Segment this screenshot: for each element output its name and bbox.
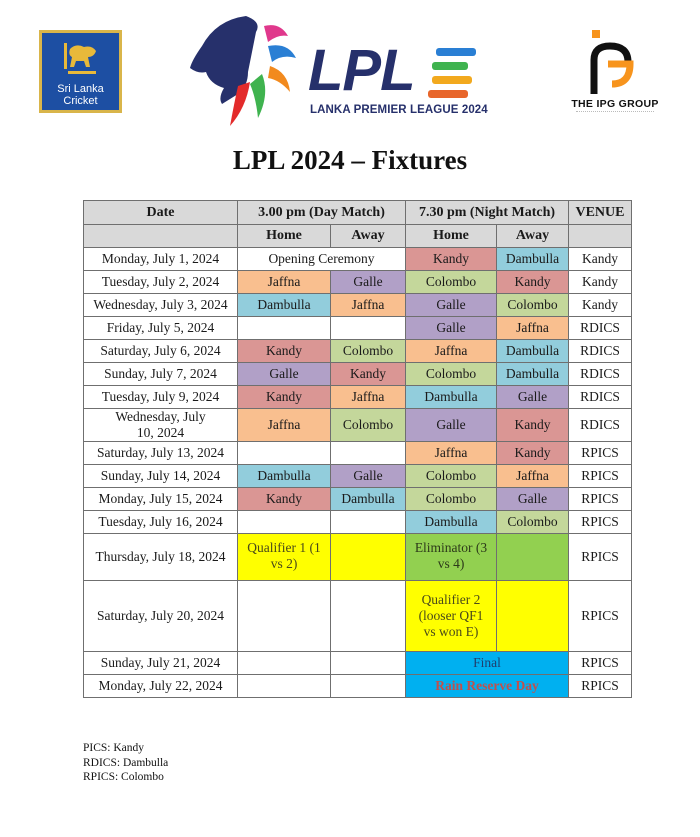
venue-cell: RDICS — [569, 363, 632, 386]
day-home-cell — [238, 442, 331, 465]
day-away-cell: Jaffna — [331, 294, 406, 317]
header-empty — [569, 225, 632, 248]
day-away-cell — [331, 317, 406, 340]
ipg-monogram-icon — [556, 30, 674, 96]
sri-lanka-cricket-logo — [39, 30, 122, 113]
day-home-cell: Dambulla — [238, 294, 331, 317]
night-away-cell: Jaffna — [497, 317, 569, 340]
venue-cell: RPICS — [569, 534, 632, 581]
lpl-subtitle: LANKA PREMIER LEAGUE 2024 — [310, 104, 488, 116]
lpl-logo — [188, 12, 488, 134]
venue-cell: RPICS — [569, 581, 632, 652]
venue-cell: RDICS — [569, 317, 632, 340]
table-row — [84, 534, 632, 581]
day-away-cell: Colombo — [331, 409, 406, 442]
venue-cell: Kandy — [569, 271, 632, 294]
table-row — [84, 340, 632, 363]
day-away-cell — [331, 511, 406, 534]
fixtures-table — [83, 200, 632, 698]
night-away-cell: Dambulla — [497, 363, 569, 386]
night-home-cell: Jaffna — [406, 340, 497, 363]
night-away-cell: Galle — [497, 488, 569, 511]
qualifier-2-cell: Qualifier 2 (looser QF1 vs won E) — [406, 581, 497, 652]
qualifier-1-cell: Qualifier 1 (1 vs 2) — [238, 534, 331, 581]
venue-cell: Kandy — [569, 248, 632, 271]
night-away-cell: Galle — [497, 386, 569, 409]
legend-item-rdics: RDICS: Dambulla — [83, 756, 169, 769]
header-night-match: 7.30 pm (Night Match) — [406, 201, 569, 225]
slc-line2: Cricket — [63, 95, 98, 107]
lion-emblem-icon — [60, 41, 102, 81]
night-home-cell: Kandy — [406, 248, 497, 271]
night-home-cell: Colombo — [406, 465, 497, 488]
legend-item-pics: PICS: Kandy — [83, 742, 145, 754]
day-away-cell — [331, 442, 406, 465]
night-away-cell — [497, 581, 569, 652]
ipg-group-logo — [556, 30, 674, 116]
header-night-home: Home — [406, 225, 497, 248]
table-row — [84, 294, 632, 317]
date-cell: Wednesday, July 10, 2024 — [84, 409, 238, 442]
day-home-cell — [238, 511, 331, 534]
day-away-cell — [331, 581, 406, 652]
venue-cell: RPICS — [569, 488, 632, 511]
day-home-cell: Jaffna — [238, 271, 331, 294]
night-away-cell: Kandy — [497, 442, 569, 465]
day-home-cell: Kandy — [238, 488, 331, 511]
day-away-cell: Galle — [331, 465, 406, 488]
header-day-match: 3.00 pm (Day Match) — [238, 201, 406, 225]
date-cell: Wednesday, July 3, 2024 — [84, 294, 238, 317]
table-row — [84, 675, 632, 698]
table-row — [84, 271, 632, 294]
opening-ceremony-cell: Opening Ceremony — [238, 248, 406, 271]
night-away-cell: Kandy — [497, 409, 569, 442]
slc-line1: Sri Lanka — [57, 83, 104, 95]
venue-cell: Kandy — [569, 294, 632, 317]
venue-cell: RDICS — [569, 340, 632, 363]
day-home-cell: Dambulla — [238, 465, 331, 488]
lpl-stripes-icon — [428, 46, 478, 100]
header-day-home: Home — [238, 225, 331, 248]
day-home-cell — [238, 675, 331, 698]
header-empty — [84, 225, 238, 248]
day-away-cell: Jaffna — [331, 386, 406, 409]
venue-cell: RPICS — [569, 465, 632, 488]
date-cell: Sunday, July 21, 2024 — [84, 652, 238, 675]
night-away-cell: Dambulla — [497, 248, 569, 271]
date-cell: Tuesday, July 2, 2024 — [84, 271, 238, 294]
date-cell: Saturday, July 6, 2024 — [84, 340, 238, 363]
day-home-cell — [238, 317, 331, 340]
header-row-2 — [84, 225, 632, 248]
rain-reserve-day-cell: Rain Reserve Day — [406, 675, 569, 698]
table-row — [84, 409, 632, 442]
table-row — [84, 386, 632, 409]
day-away-cell — [331, 652, 406, 675]
lpl-wordmark: LPL — [308, 38, 415, 103]
page-title: LPL 2024 – Fixtures — [232, 145, 468, 175]
venue-cell: RPICS — [569, 442, 632, 465]
table-row — [84, 652, 632, 675]
day-home-cell: Kandy — [238, 340, 331, 363]
night-away-cell: Kandy — [497, 271, 569, 294]
table-row — [84, 488, 632, 511]
ipg-group-name: THE IPG GROUP — [571, 98, 659, 110]
header-row-1 — [84, 201, 632, 225]
header-date: Date — [84, 201, 238, 225]
table-row — [84, 581, 632, 652]
ipg-tagline — [576, 111, 654, 114]
night-home-cell: Galle — [406, 294, 497, 317]
night-home-cell: Jaffna — [406, 442, 497, 465]
night-home-cell: Colombo — [406, 488, 497, 511]
venue-cell: RPICS — [569, 511, 632, 534]
lion-head-icon — [188, 12, 308, 134]
venue-cell: RPICS — [569, 675, 632, 698]
venue-cell: RDICS — [569, 386, 632, 409]
night-away-cell: Dambulla — [497, 340, 569, 363]
table-row — [84, 442, 632, 465]
date-cell: Saturday, July 20, 2024 — [84, 581, 238, 652]
night-away-cell — [497, 534, 569, 581]
day-away-cell — [331, 534, 406, 581]
day-away-cell — [331, 675, 406, 698]
day-home-cell: Galle — [238, 363, 331, 386]
day-away-cell: Kandy — [331, 363, 406, 386]
date-cell: Monday, July 22, 2024 — [84, 675, 238, 698]
date-cell: Thursday, July 18, 2024 — [84, 534, 238, 581]
night-home-cell: Galle — [406, 409, 497, 442]
header-venue: VENUE — [569, 201, 632, 225]
table-row — [84, 248, 632, 271]
date-cell: Sunday, July 7, 2024 — [84, 363, 238, 386]
date-cell: Saturday, July 13, 2024 — [84, 442, 238, 465]
night-home-cell: Dambulla — [406, 511, 497, 534]
venue-cell: RDICS — [569, 409, 632, 442]
eliminator-cell: Eliminator (3 vs 4) — [406, 534, 497, 581]
date-cell: Tuesday, July 9, 2024 — [84, 386, 238, 409]
date-cell: Monday, July 15, 2024 — [84, 488, 238, 511]
date-cell: Tuesday, July 16, 2024 — [84, 511, 238, 534]
date-cell: Sunday, July 14, 2024 — [84, 465, 238, 488]
day-away-cell: Dambulla — [331, 488, 406, 511]
date-cell: Monday, July 1, 2024 — [84, 248, 238, 271]
night-home-cell: Dambulla — [406, 386, 497, 409]
night-away-cell: Colombo — [497, 511, 569, 534]
table-row — [84, 363, 632, 386]
day-home-cell — [238, 581, 331, 652]
header-day-away: Away — [331, 225, 406, 248]
night-away-cell: Colombo — [497, 294, 569, 317]
night-home-cell: Galle — [406, 317, 497, 340]
table-row — [84, 511, 632, 534]
night-away-cell: Jaffna — [497, 465, 569, 488]
final-cell: Final — [406, 652, 569, 675]
table-row — [84, 465, 632, 488]
venue-cell: RPICS — [569, 652, 632, 675]
table-row — [84, 317, 632, 340]
day-away-cell: Galle — [331, 271, 406, 294]
date-cell: Friday, July 5, 2024 — [84, 317, 238, 340]
day-home-cell: Jaffna — [238, 409, 331, 442]
night-home-cell: Colombo — [406, 363, 497, 386]
legend-item-rpics: RPICS: Colombo — [83, 771, 164, 783]
day-away-cell: Colombo — [331, 340, 406, 363]
header-night-away: Away — [497, 225, 569, 248]
night-home-cell: Colombo — [406, 271, 497, 294]
day-home-cell — [238, 652, 331, 675]
venue-legend — [83, 741, 168, 785]
day-home-cell: Kandy — [238, 386, 331, 409]
